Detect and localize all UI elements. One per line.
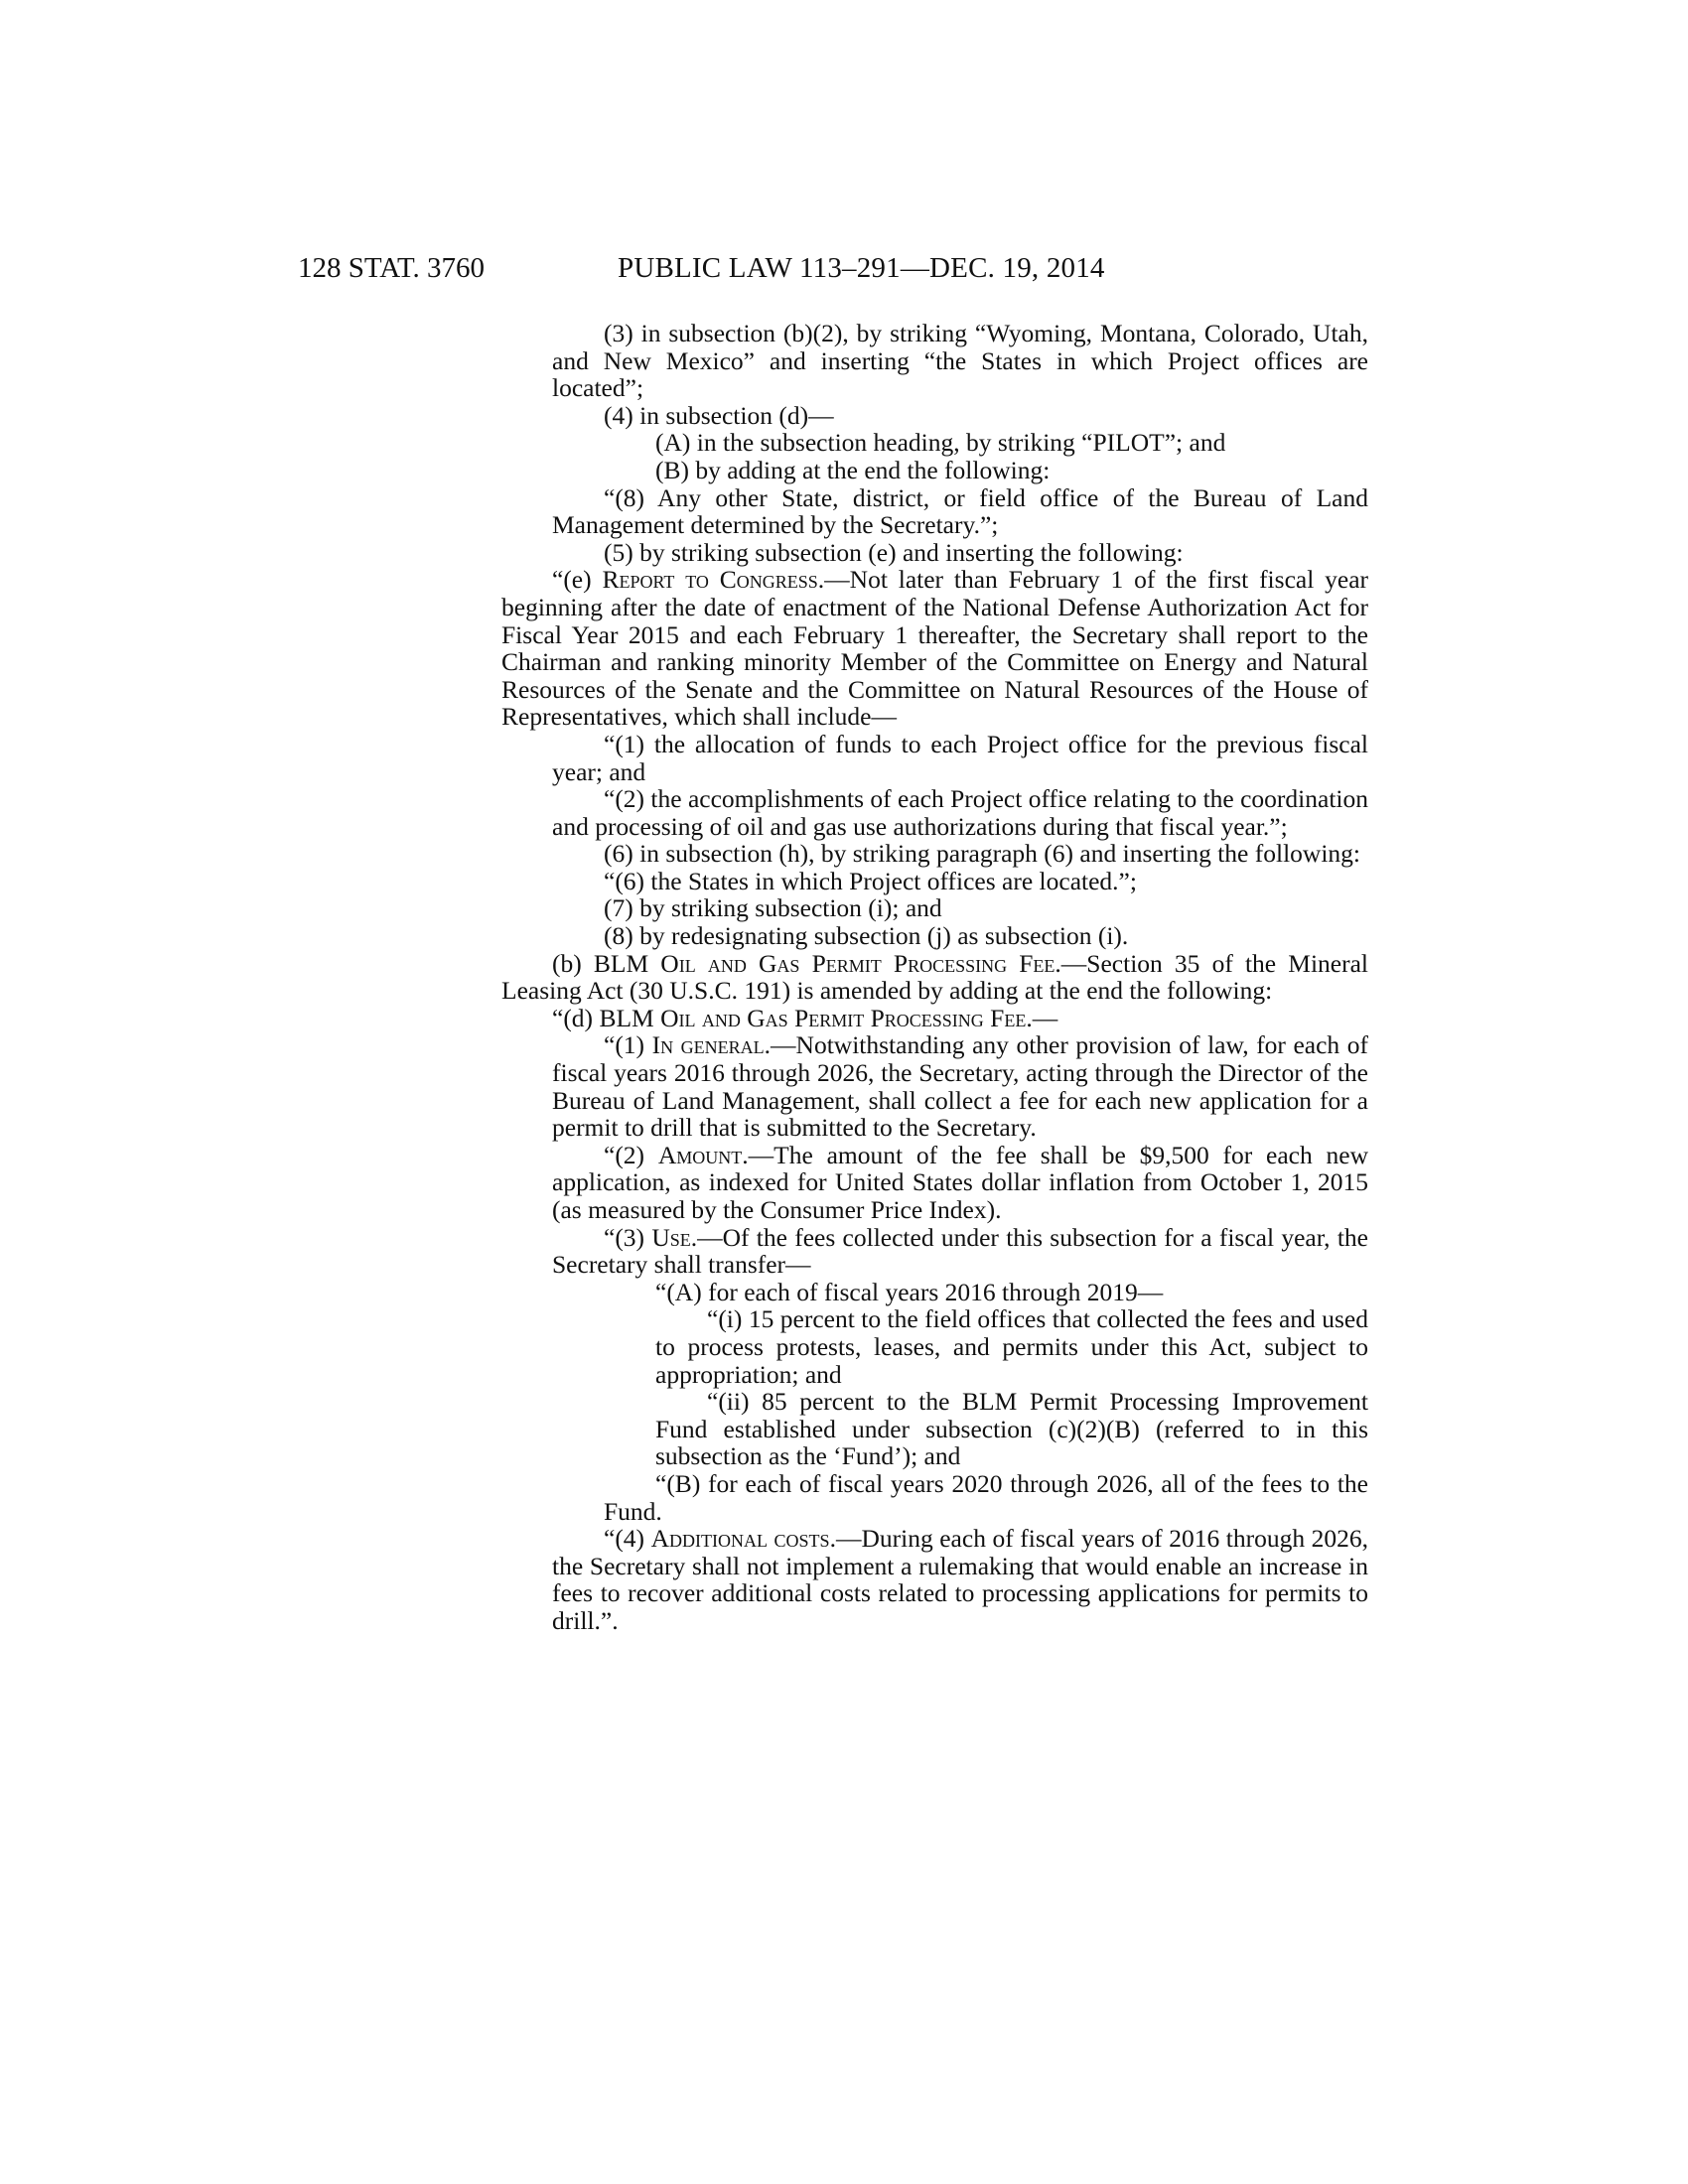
paragraph-8: (8) by redesignating subsection (j) as subsection (i). (604, 921, 1129, 951)
use-heading: Use.— (651, 1222, 723, 1252)
paragraph-b: (b) BLM Oil and Gas Permit Processing Fee.—Section 35 of the Mineral Leasing Act (30 U.S.C. 191) is amended by adding at the end the following: (501, 948, 1368, 1006)
paragraph-d-1: “(1) In general.—Notwithstanding any other provision of law, for each of fiscal years 2016 through 2026, the Secretary, acting through the Director of the Bureau of Land Management, shall collect a fee for each new application for a permit to drill that is submitted to the Secretary. (552, 1030, 1368, 1143)
paragraph-report-2: “(2) the accomplishments of each Project office relating to the coordination and processing of oil and gas use authorizations during that fiscal year.”; (552, 784, 1368, 841)
costs-heading: Additional costs.— (650, 1524, 862, 1554)
fee-b-heading: BLM Oil and Gas Permit Processing Fee.— (593, 948, 1087, 978)
law-title: PUBLIC LAW 113–291—DEC. 19, 2014 (618, 252, 1105, 284)
paragraph-6-quote: “(6) the States in which Project offices are located.”; (604, 866, 1137, 895)
general-heading: In general.— (651, 1030, 796, 1060)
document-body (501, 320, 1368, 1635)
paragraph-d-4: “(4) Additional costs.—During each of fiscal years of 2016 through 2026, the Secretary shall not implement a rulemaking that would enable an increase in fees to recover additional costs related to processing applications for permits to drill.”. (552, 1524, 1368, 1635)
amount-heading: Amount.— (657, 1140, 774, 1169)
paragraph-d-3-b: “(B) for each of fiscal years 2020 through 2026, all of the fees to the Fund. (604, 1468, 1368, 1526)
stat-citation: 128 STAT. 3760 (298, 252, 486, 284)
paragraph-report: “(e) Report to Congress.—Not later than February 1 of the first fiscal year beginning after the date of enactment of the National Defense Authorization Act for Fiscal Year 2015 and each February 1 thereafter, the Secretary shall report to the Chairman and ranking minority Member of the Committee on Energy and Natural Resources of the Senate and the Committee on Natural Resources of the House of Representatives, which shall include— (501, 565, 1369, 732)
paragraph-d: “(d) BLM Oil and Gas Permit Processing Fee.— (552, 1003, 1058, 1032)
paragraph-7: (7) by striking subsection (i); and (604, 893, 942, 923)
paragraph-report-1: “(1) the allocation of funds to each Project office for the previous fiscal year; and (552, 729, 1368, 786)
paragraph-d-3-a-i: “(i) 15 percent to the field offices that collected the fees and used to process protests, leases, and permits under this Act, subject to appropriation; and (655, 1304, 1368, 1389)
paragraph-4b: (B) by adding at the end the following: (655, 455, 1051, 484)
paragraph-d-2: “(2) Amount.—The amount of the fee shall be $9,500 for each new application, as indexed for United States dollar inflation from October 1, 2015 (as measured by the Consumer Price Index). (552, 1140, 1368, 1224)
paragraph-d-3-a: “(A) for each of fiscal years 2016 through 2019— (655, 1277, 1164, 1306)
report-heading: Report to Congress.— (602, 565, 850, 595)
page-header (298, 248, 1368, 288)
paragraph-d-3-a-ii: “(ii) 85 percent to the BLM Permit Processing Improvement Fund established under subsection (c)(2)(B) (referred to in this subsection as the ‘Fund’); and (655, 1387, 1368, 1471)
paragraph-6: (6) in subsection (h), by striking paragraph (6) and inserting the following: (604, 839, 1360, 869)
fee-d-heading: BLM Oil and Gas Permit Processing Fee.— (599, 1003, 1058, 1032)
paragraph-d-3: “(3) Use.—Of the fees collected under this subsection for a fiscal year, the Secretary shall transfer— (552, 1222, 1368, 1280)
paragraph-3: (3) in subsection (b)(2), by striking “Wyoming, Montana, Colorado, Utah, and New Mexico” and inserting “the States in which Project offices are located”; (552, 319, 1368, 403)
paragraph-4: (4) in subsection (d)— (604, 400, 834, 430)
paragraph-4a: (A) in the subsection heading, by striking “PILOT”; and (655, 428, 1226, 458)
paragraph-5: (5) by striking subsection (e) and inserting the following: (604, 537, 1184, 567)
paragraph-8-quote: “(8) Any other State, district, or field office of the Bureau of Land Management determined by the Secretary.”; (552, 482, 1368, 540)
